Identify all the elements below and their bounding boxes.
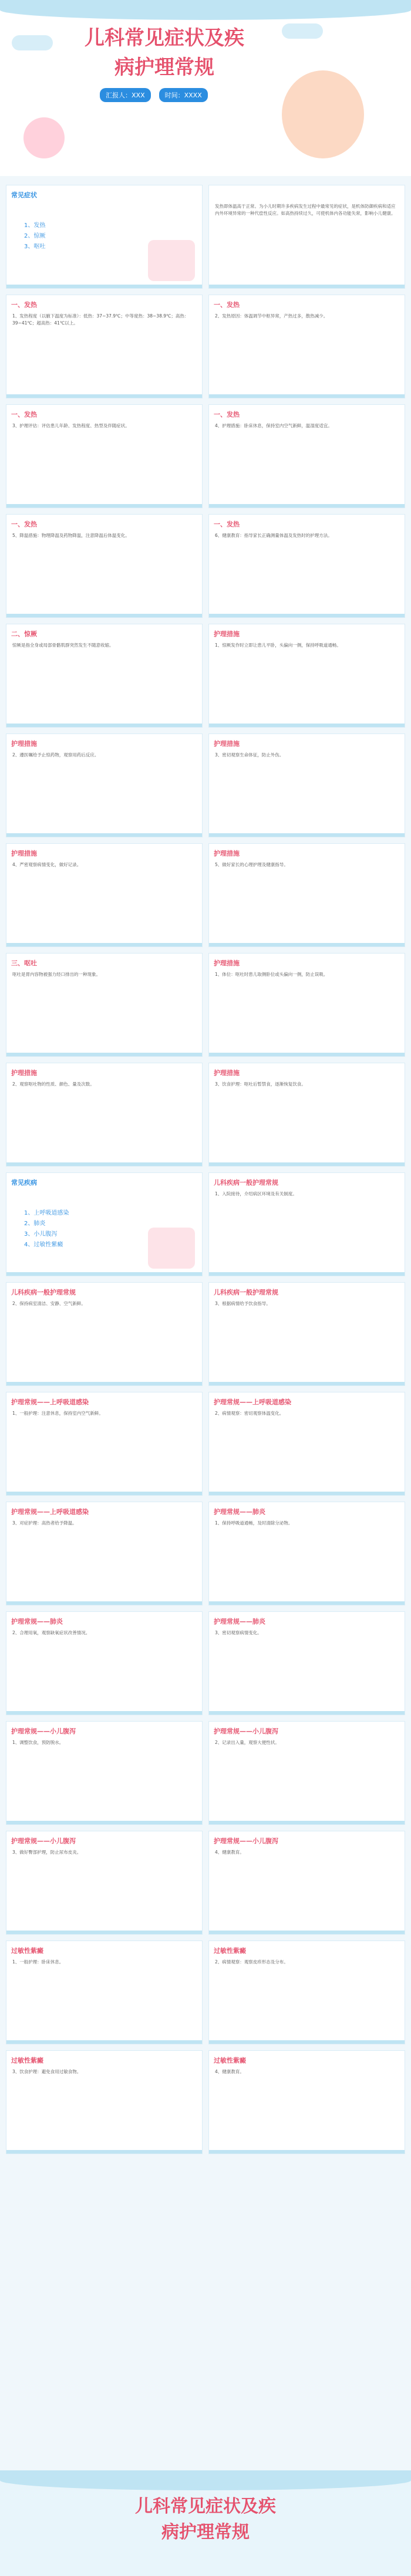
slide-title: 过敏性紫癜 [214, 1947, 246, 1955]
slide-footer-bar [6, 1601, 202, 1605]
slide-body-text: 3、密切观察生命体征，防止外伤。 [215, 752, 284, 758]
slide-footer-bar [6, 1272, 202, 1276]
cover-title [53, 23, 276, 82]
slide-title: 护理措施 [214, 850, 240, 857]
slide-title: 二、惊厥 [11, 630, 37, 638]
slide-footer-bar [6, 833, 202, 837]
slide-title: 护理措施 [214, 630, 240, 638]
slide-body-text: 5、降温措施：物理降温及药物降温，注意降温后体温变化。 [12, 533, 130, 538]
slide-body-text: 2、记录出入量，观察大便性状。 [215, 1740, 279, 1745]
slide-footer-bar [209, 1492, 405, 1495]
slide-title: 一、发热 [11, 301, 37, 309]
slide-title: 护理措施 [11, 850, 37, 857]
slide-card [208, 1721, 405, 1825]
slide-title: 儿科疾病一般护理常规 [214, 1179, 278, 1186]
slide-footer-bar [6, 1382, 202, 1385]
slide-body-text: 2、保持病室清洁、安静、空气新鲜。 [12, 1301, 86, 1306]
slide-footer-bar [6, 1931, 202, 1934]
slide-card [208, 733, 405, 837]
slide-card [208, 1392, 405, 1496]
slide-title: 过敏性紫癜 [214, 2057, 246, 2064]
slide-footer-bar [6, 1821, 202, 1824]
slide-footer-bar [209, 1711, 405, 1715]
slide-card [6, 953, 203, 1057]
slide-title: 一、发热 [11, 411, 37, 418]
slide-body-text: 1、惊厥发作时立即让患儿平卧，头偏向一侧，保持呼吸道通畅。 [215, 643, 341, 648]
toc-item: 2、肺炎 [24, 1221, 46, 1227]
slide-card [208, 1172, 405, 1276]
slide-title: 护理措施 [11, 1069, 37, 1077]
doctor-child-illustration [282, 70, 364, 158]
slide-title: 护理常规——小儿腹泻 [214, 1837, 278, 1845]
slide-card [208, 2050, 405, 2154]
slide-card [208, 1282, 405, 1386]
slide-card [208, 185, 405, 289]
slide-footer-bar [6, 504, 202, 508]
slide-body-text: 5、做好家长的心理护理及健康指导。 [215, 862, 288, 867]
date-badge: 时间：XXXX [159, 88, 208, 102]
slide-title: 一、发热 [214, 520, 240, 528]
slide-body-text: 4、严密观察病情变化，做好记录。 [12, 862, 82, 867]
slide-footer-bar [209, 1162, 405, 1166]
slide-card [208, 624, 405, 728]
closing-slide [0, 2470, 411, 2576]
slide-title: 常见症状 [11, 191, 37, 199]
slide-body-text: 1、一般护理：卧床休息。 [12, 1959, 64, 1965]
slide-footer-bar [209, 943, 405, 946]
slide-title: 护理措施 [214, 959, 240, 967]
slide-footer-bar [209, 1053, 405, 1056]
slide-body-text: 3、做好臀部护理，防止尿布皮炎。 [12, 1850, 82, 1855]
slide-title: 儿科疾病一般护理常规 [214, 1289, 278, 1296]
slide-card [6, 1611, 203, 1715]
toc-item: 2、惊厥 [24, 233, 46, 239]
slide-card [6, 1282, 203, 1386]
slide-title: 一、发热 [214, 411, 240, 418]
slide-card [6, 185, 203, 289]
slide-card [6, 843, 203, 947]
slide-card [6, 1831, 203, 1935]
slide-title: 常见疾病 [11, 1179, 37, 1186]
slide-title: 护理常规——肺炎 [214, 1508, 265, 1516]
cloud-decoration [12, 35, 53, 50]
slide-card [6, 2050, 203, 2154]
slide-card [6, 1941, 203, 2044]
toc-item: 4、过敏性紫癜 [24, 1242, 63, 1248]
slide-footer-bar [209, 614, 405, 617]
slide-body-text: 3、密切观察病情变化。 [215, 1630, 262, 1635]
slide-footer-bar [6, 1053, 202, 1056]
slide-body-text: 1、一般护理：注意休息，保持室内空气新鲜。 [12, 1411, 103, 1416]
slide-title: 三、呕吐 [11, 959, 37, 967]
slide-card [6, 1172, 203, 1276]
slide-card [6, 295, 203, 398]
slide-card [208, 404, 405, 508]
slide-body-text: 3、对症护理：高热者给予降温。 [12, 1520, 77, 1526]
slide-footer-bar [6, 1711, 202, 1715]
slide-footer-bar [209, 1821, 405, 1824]
slide-footer-bar [6, 2040, 202, 2044]
slide-card [6, 404, 203, 508]
closing-title-line1: 儿科常见症状及疾 [135, 2496, 276, 2517]
slide-footer-bar [209, 833, 405, 837]
slide-body-text: 2、病情观察：观察皮疹形态及分布。 [215, 1959, 288, 1965]
closing-title [88, 2494, 323, 2545]
slide-footer-bar [209, 2150, 405, 2154]
slide-body-text: 1、体位：呕吐时患儿取侧卧位或头偏向一侧，防止误吸。 [215, 972, 328, 977]
slide-card [6, 1502, 203, 1605]
slide-title: 护理常规——小儿腹泻 [11, 1837, 76, 1845]
slide-title: 护理措施 [11, 740, 37, 748]
slide-footer-bar [6, 724, 202, 727]
slide-grid [6, 185, 405, 2154]
slide-body-text: 4、护理措施：卧床休息，保持室内空气新鲜，温湿度适宜。 [215, 423, 332, 428]
decorative-wave [0, 2470, 411, 2490]
slide-body-text: 1、保持呼吸道通畅，及时清除分泌物。 [215, 1520, 293, 1526]
cloud-decoration [282, 23, 323, 39]
slide-title: 一、发热 [11, 520, 37, 528]
slide-body-text: 2、遵医嘱给予止惊药物，观察用药后反应。 [12, 752, 99, 758]
slide-title: 儿科疾病一般护理常规 [11, 1289, 76, 1296]
slide-card [208, 1831, 405, 1935]
slide-footer-bar [6, 943, 202, 946]
slide-card [208, 1611, 405, 1715]
slide-body-text: 1、调整饮食，预防脱水。 [12, 1740, 64, 1745]
slide-body-text: 1、入院接待，介绍病区环境及有关制度。 [215, 1191, 297, 1196]
slide-card [6, 1063, 203, 1167]
author-badge: 汇报人：XXX [100, 88, 151, 102]
slide-title: 护理常规——肺炎 [214, 1618, 265, 1625]
children-illustration [148, 240, 195, 281]
cover-title-line1: 儿科常见症状及疾 [85, 26, 244, 50]
medicine-bottle-illustration [23, 117, 65, 158]
slide-footer-bar [6, 2150, 202, 2154]
slide-card [6, 514, 203, 618]
cover-slide [0, 0, 411, 176]
slide-card [208, 843, 405, 947]
slide-footer-bar [209, 1382, 405, 1385]
cover-title-line2: 病护理常规 [114, 56, 214, 79]
slide-body-text: 4、健康教育。 [215, 2069, 244, 2074]
slide-body-text: 4、健康教育。 [215, 1850, 244, 1855]
toc-list [24, 1208, 69, 1250]
toc-item: 1、发热 [24, 222, 46, 229]
slide-footer-bar [6, 285, 202, 288]
decorative-wave [0, 0, 411, 20]
slide-title: 护理常规——上呼吸道感染 [11, 1508, 89, 1516]
slide-body-text: 3、根据病情给予饮食指导。 [215, 1301, 271, 1306]
toc-list [24, 221, 45, 252]
slide-body-text: 惊厥是指全身或局部骨骼肌群突然发生不随意收缩。 [12, 643, 114, 648]
slide-footer-bar [6, 1162, 202, 1166]
slide-card [208, 295, 405, 398]
slide-footer-bar [209, 2040, 405, 2044]
slide-card [208, 1063, 405, 1167]
slide-title: 过敏性紫癜 [11, 1947, 43, 1955]
slide-footer-bar [209, 1931, 405, 1934]
slide-footer-bar [209, 1601, 405, 1605]
slide-card [208, 953, 405, 1057]
slide-body-text: 2、观察呕吐物的性质、颜色、量及次数。 [12, 1081, 95, 1087]
slide-title: 护理常规——肺炎 [11, 1618, 63, 1625]
slide-body-text: 2、病情观察：密切观察体温变化。 [215, 1411, 284, 1416]
slide-body-text: 呕吐是胃内容物被强力经口排出的一种现象。 [12, 972, 100, 977]
slide-card [6, 624, 203, 728]
slide-card [208, 1941, 405, 2044]
toc-item: 3、小儿腹泻 [24, 1231, 58, 1238]
slide-card [6, 733, 203, 837]
slide-body-text: 6、健康教育：指导家长正确测量体温及发热时的护理方法。 [215, 533, 332, 538]
slide-body-text: 3、饮食护理：呕吐后暂禁食，逐渐恢复饮食。 [215, 1081, 306, 1087]
slide-footer-bar [209, 285, 405, 288]
slide-footer-bar [209, 1272, 405, 1276]
toc-item: 3、呕吐 [24, 244, 46, 250]
slide-card [208, 1502, 405, 1605]
slide-footer-bar [6, 614, 202, 617]
slide-title: 护理常规——上呼吸道感染 [214, 1398, 291, 1406]
slide-body-text: 发热即体温高于正常。为小儿时期许多疾病发生过程中最常见的症状，是机体防御疾病和适应内外环境异常的一种代偿性反应。如高热持续过久，可使机体内各功能失常，影响小儿健康。 [215, 204, 396, 216]
slide-footer-bar [209, 504, 405, 508]
slide-title: 护理措施 [214, 740, 240, 748]
slide-card [208, 514, 405, 618]
slide-title: 护理常规——小儿腹泻 [214, 1728, 278, 1735]
slide-footer-bar [209, 394, 405, 398]
cover-meta [100, 88, 208, 102]
slide-title: 护理措施 [214, 1069, 240, 1077]
slide-title: 过敏性紫癜 [11, 2057, 43, 2064]
slide-body-text: 2、合理用氧，观察缺氧症状改善情况。 [12, 1630, 90, 1635]
slide-title: 护理常规——小儿腹泻 [11, 1728, 76, 1735]
slide-card [6, 1721, 203, 1825]
closing-title-line2: 病护理常规 [161, 2522, 250, 2543]
slide-body-text: 3、护理评估：评估患儿年龄、发热程度、热型及伴随症状。 [12, 423, 130, 428]
children-illustration [148, 1228, 195, 1269]
slide-footer-bar [6, 394, 202, 398]
toc-item: 1、上呼吸道感染 [24, 1210, 69, 1216]
slide-card [6, 1392, 203, 1496]
slide-footer-bar [6, 1492, 202, 1495]
slide-body-text: 2、发热原因：体温调节中枢异常，产热过多，散热减少。 [215, 313, 328, 319]
slide-body-text: 1、发热程度（以腋下温度为标准）：低热：37~37.9℃；中等度热：38~38.9℃；高热：39~41℃；超高热：41℃以上。 [12, 313, 189, 326]
slide-footer-bar [209, 724, 405, 727]
slide-body-text: 3、饮食护理：避免食用过敏食物。 [12, 2069, 82, 2074]
slide-title: 一、发热 [214, 301, 240, 309]
slide-title: 护理常规——上呼吸道感染 [11, 1398, 89, 1406]
